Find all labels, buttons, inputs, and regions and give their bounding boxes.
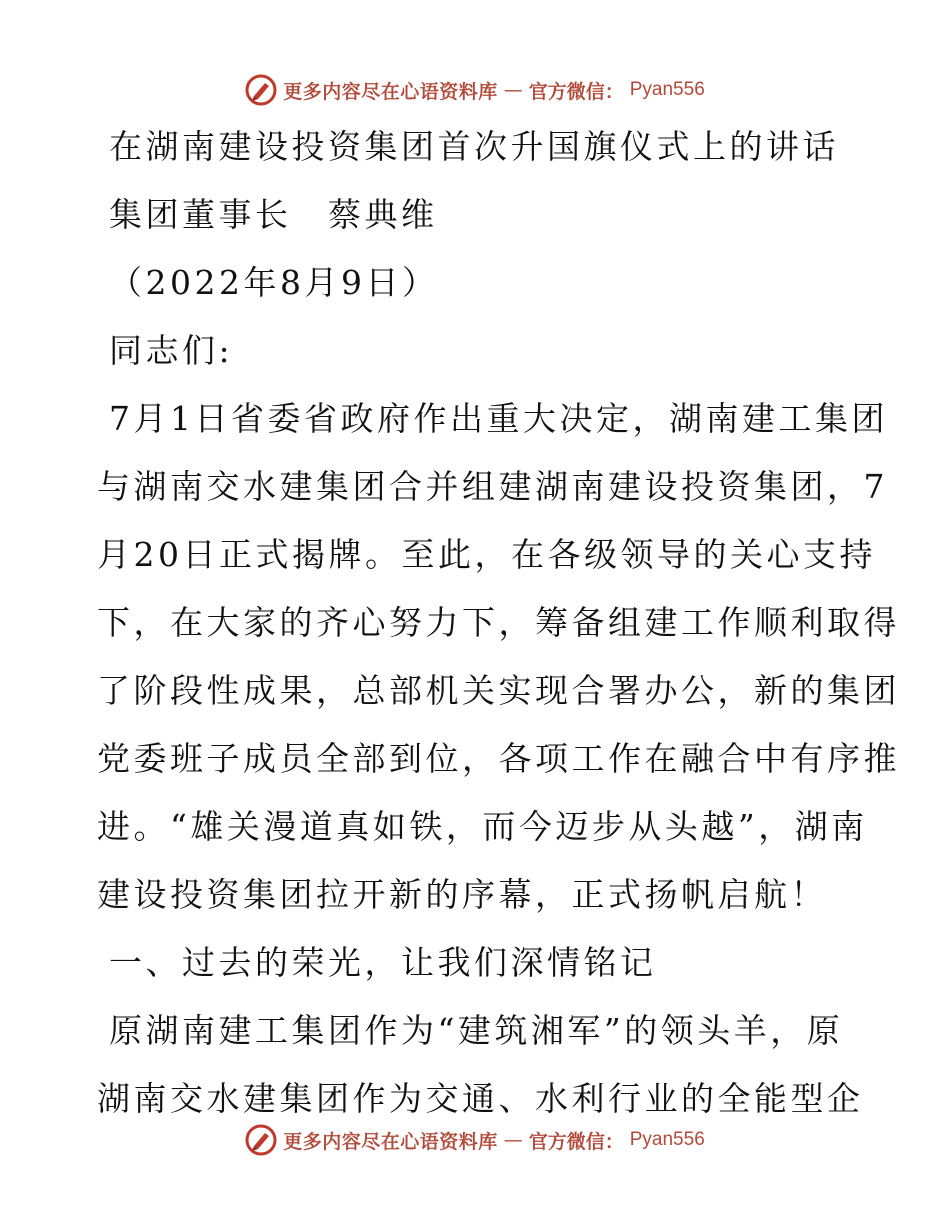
- watermark-header: [0, 70, 950, 110]
- watermark-wechat-label: 官方微信：: [528, 1130, 624, 1153]
- watermark-site-text: 更多内容尽在心语资料库: [283, 80, 498, 103]
- paragraph-2: [97, 1002, 864, 1128]
- watermark-wechat-id: Pyan556: [629, 79, 705, 100]
- section-heading: 一、过去的荣光，让我们深情铭记: [109, 943, 657, 982]
- watermark-site-text: 更多内容尽在心语资料库: [283, 1130, 498, 1153]
- watermark-dash: —: [503, 79, 523, 101]
- paragraph-line: 7月1日省委省政府作出重大决定，湖南建工集团: [109, 399, 888, 438]
- document-title: 在湖南建设投资集团首次升国旗仪式上的讲话: [109, 127, 839, 166]
- watermark-dash: —: [503, 1129, 523, 1151]
- watermark-wechat-id: Pyan556: [629, 1129, 705, 1150]
- paragraph-line: 原湖南建工集团作为“建筑湘军”的领头羊，原: [109, 1011, 844, 1050]
- paragraph-line: 党委班子成员全部到位，各项工作在融合中有序推: [97, 739, 900, 778]
- paragraph-line: 湖南交水建集团作为交通、水利行业的全能型企: [97, 1079, 864, 1118]
- salutation: 同志们:: [109, 331, 234, 370]
- logo-icon: [245, 74, 277, 106]
- speaker-line: 集团董事长 蔡典维: [109, 195, 438, 234]
- date-line: （2022年8月9日）: [109, 263, 439, 302]
- watermark-footer: [0, 1120, 950, 1160]
- paragraph-line: 进。“雄关漫道真如铁，而今迈步从头越”，湖南: [97, 807, 868, 846]
- paragraph-line: 了阶段性成果，总部机关实现合署办公，新的集团: [97, 671, 900, 710]
- paragraph-line: 月20日正式揭牌。至此，在各级领导的关心支持: [97, 535, 876, 574]
- paragraph-line: 下，在大家的齐心努力下，筹备组建工作顺利取得: [97, 603, 900, 642]
- paragraph-line: 建设投资集团拉开新的序幕，正式扬帆启航！: [97, 875, 827, 914]
- logo-icon: [245, 1124, 277, 1156]
- document-body: [97, 118, 900, 1138]
- paragraph-1: [97, 390, 900, 924]
- paragraph-line: 与湖南交水建集团合并组建湖南建设投资集团，7: [97, 467, 888, 506]
- watermark-wechat-label: 官方微信：: [528, 80, 624, 103]
